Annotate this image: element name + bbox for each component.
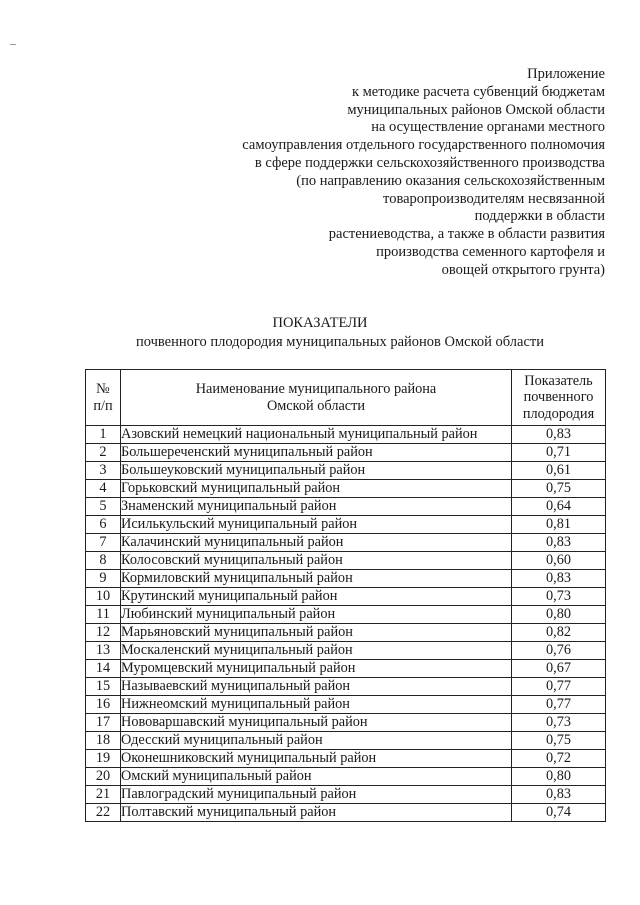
row-number: 20	[86, 768, 121, 786]
appendix-line: растениеводства, а также в области развития	[328, 226, 605, 243]
district-name: Любинский муниципальный район	[121, 606, 512, 624]
table-row	[86, 498, 606, 516]
table-row	[86, 768, 606, 786]
district-name: Муромцевский муниципальный район	[121, 660, 512, 678]
district-name: Называевский муниципальный район	[121, 678, 512, 696]
district-name: Калачинский муниципальный район	[121, 534, 512, 552]
header-district-name	[121, 370, 512, 426]
table-row	[86, 588, 606, 606]
appendix-line: овощей открытого грунта)	[441, 261, 605, 278]
table-row	[86, 444, 606, 462]
district-name: Колосовский муниципальный район	[121, 552, 512, 570]
row-number: 9	[86, 570, 121, 588]
document-subtitle: почвенного плодородия муниципальных районов Омской области	[135, 334, 544, 350]
district-name: Нижнеомский муниципальный район	[121, 696, 512, 714]
scan-mark	[10, 44, 16, 45]
table-row	[86, 426, 606, 444]
district-name: Омский муниципальный район	[121, 768, 512, 786]
fertility-value: 0,83	[512, 426, 606, 444]
header-value-line: Показатель	[524, 372, 593, 389]
row-number: 13	[86, 642, 121, 660]
fertility-value: 0,80	[512, 606, 606, 624]
fertility-value: 0,60	[512, 552, 606, 570]
table-row	[86, 660, 606, 678]
header-name-line: Наименование муниципального района	[195, 381, 437, 397]
district-name: Нововаршавский муниципальный район	[121, 714, 512, 732]
table-row	[86, 624, 606, 642]
row-number: 12	[86, 624, 121, 642]
table-header-row	[86, 370, 606, 426]
fertility-value: 0,73	[512, 588, 606, 606]
table-row	[86, 606, 606, 624]
district-name: Азовский немецкий национальный муниципальный район	[121, 426, 512, 444]
district-name: Москаленский муниципальный район	[121, 642, 512, 660]
table-row	[86, 678, 606, 696]
fertility-value: 0,81	[512, 516, 606, 534]
row-number: 16	[86, 696, 121, 714]
row-number: 5	[86, 498, 121, 516]
district-name: Крутинский муниципальный район	[121, 588, 512, 606]
table-row	[86, 696, 606, 714]
table-row	[86, 732, 606, 750]
fertility-value: 0,77	[512, 678, 606, 696]
header-fertility-index	[512, 370, 606, 426]
appendix-line: к методике расчета субвенций бюджетам	[351, 83, 605, 100]
appendix-line: Приложение	[527, 66, 605, 82]
row-number: 21	[86, 786, 121, 804]
district-name: Оконешниковский муниципальный район	[121, 750, 512, 768]
header-number	[86, 370, 121, 426]
table-row	[86, 642, 606, 660]
fertility-value: 0,72	[512, 750, 606, 768]
row-number: 4	[86, 480, 121, 498]
fertility-value: 0,82	[512, 624, 606, 642]
table-row	[86, 552, 606, 570]
district-name: Горьковский муниципальный район	[121, 480, 512, 498]
row-number: 22	[86, 804, 121, 822]
document-title: ПОКАЗАТЕЛИ	[272, 315, 368, 331]
header-value-line: почвенного	[523, 389, 594, 406]
fertility-value: 0,61	[512, 462, 606, 480]
header-value-line: плодородия	[522, 405, 595, 422]
fertility-value: 0,83	[512, 570, 606, 588]
appendix-line: на осуществление органами местного	[371, 119, 605, 136]
appendix-line: поддержки в области	[474, 208, 605, 225]
fertility-value: 0,83	[512, 534, 606, 552]
district-name: Большеуковский муниципальный район	[121, 462, 512, 480]
table-row	[86, 804, 606, 822]
district-name: Павлоградский муниципальный район	[121, 786, 512, 804]
indicators-table	[85, 369, 606, 822]
row-number: 17	[86, 714, 121, 732]
row-number: 18	[86, 732, 121, 750]
fertility-value: 0,71	[512, 444, 606, 462]
row-number: 3	[86, 462, 121, 480]
header-name-line: Омской области	[266, 397, 366, 414]
table-row	[86, 714, 606, 732]
table-row	[86, 480, 606, 498]
table-row	[86, 534, 606, 552]
table-row	[86, 462, 606, 480]
district-name: Исилькульский муниципальный район	[121, 516, 512, 534]
district-name: Марьяновский муниципальный район	[121, 624, 512, 642]
fertility-value: 0,74	[512, 804, 606, 822]
table-row	[86, 786, 606, 804]
appendix-block	[242, 66, 605, 280]
appendix-line: в сфере поддержки сельскохозяйственного производства	[254, 154, 605, 171]
row-number: 11	[86, 606, 121, 624]
appendix-line: товаропроизводителям несвязанной	[383, 190, 605, 207]
table-row	[86, 516, 606, 534]
fertility-value: 0,73	[512, 714, 606, 732]
fertility-value: 0,64	[512, 498, 606, 516]
row-number: 19	[86, 750, 121, 768]
district-name: Полтавский муниципальный район	[121, 804, 512, 822]
district-name: Одесский муниципальный район	[121, 732, 512, 750]
appendix-line: (по направлению оказания сельскохозяйственным	[296, 172, 605, 189]
appendix-line: самоуправления отдельного государственного полномочия	[242, 137, 605, 154]
district-name: Знаменский муниципальный район	[121, 498, 512, 516]
fertility-value: 0,76	[512, 642, 606, 660]
fertility-value: 0,67	[512, 660, 606, 678]
fertility-value: 0,77	[512, 696, 606, 714]
fertility-value: 0,83	[512, 786, 606, 804]
row-number: 14	[86, 660, 121, 678]
row-number: 10	[86, 588, 121, 606]
row-number: 7	[86, 534, 121, 552]
header-number-line: п/п	[93, 397, 113, 414]
fertility-value: 0,80	[512, 768, 606, 786]
fertility-value: 0,75	[512, 480, 606, 498]
appendix-line: производства семенного картофеля и	[376, 243, 605, 260]
row-number: 15	[86, 678, 121, 696]
row-number: 8	[86, 552, 121, 570]
appendix-line: муниципальных районов Омской области	[347, 101, 605, 118]
row-number: 6	[86, 516, 121, 534]
district-name: Большереченский муниципальный район	[121, 444, 512, 462]
table-row	[86, 750, 606, 768]
row-number: 1	[86, 426, 121, 444]
fertility-value: 0,75	[512, 732, 606, 750]
district-name: Кормиловский муниципальный район	[121, 570, 512, 588]
table-row	[86, 570, 606, 588]
header-number-line: №	[96, 381, 110, 397]
row-number: 2	[86, 444, 121, 462]
